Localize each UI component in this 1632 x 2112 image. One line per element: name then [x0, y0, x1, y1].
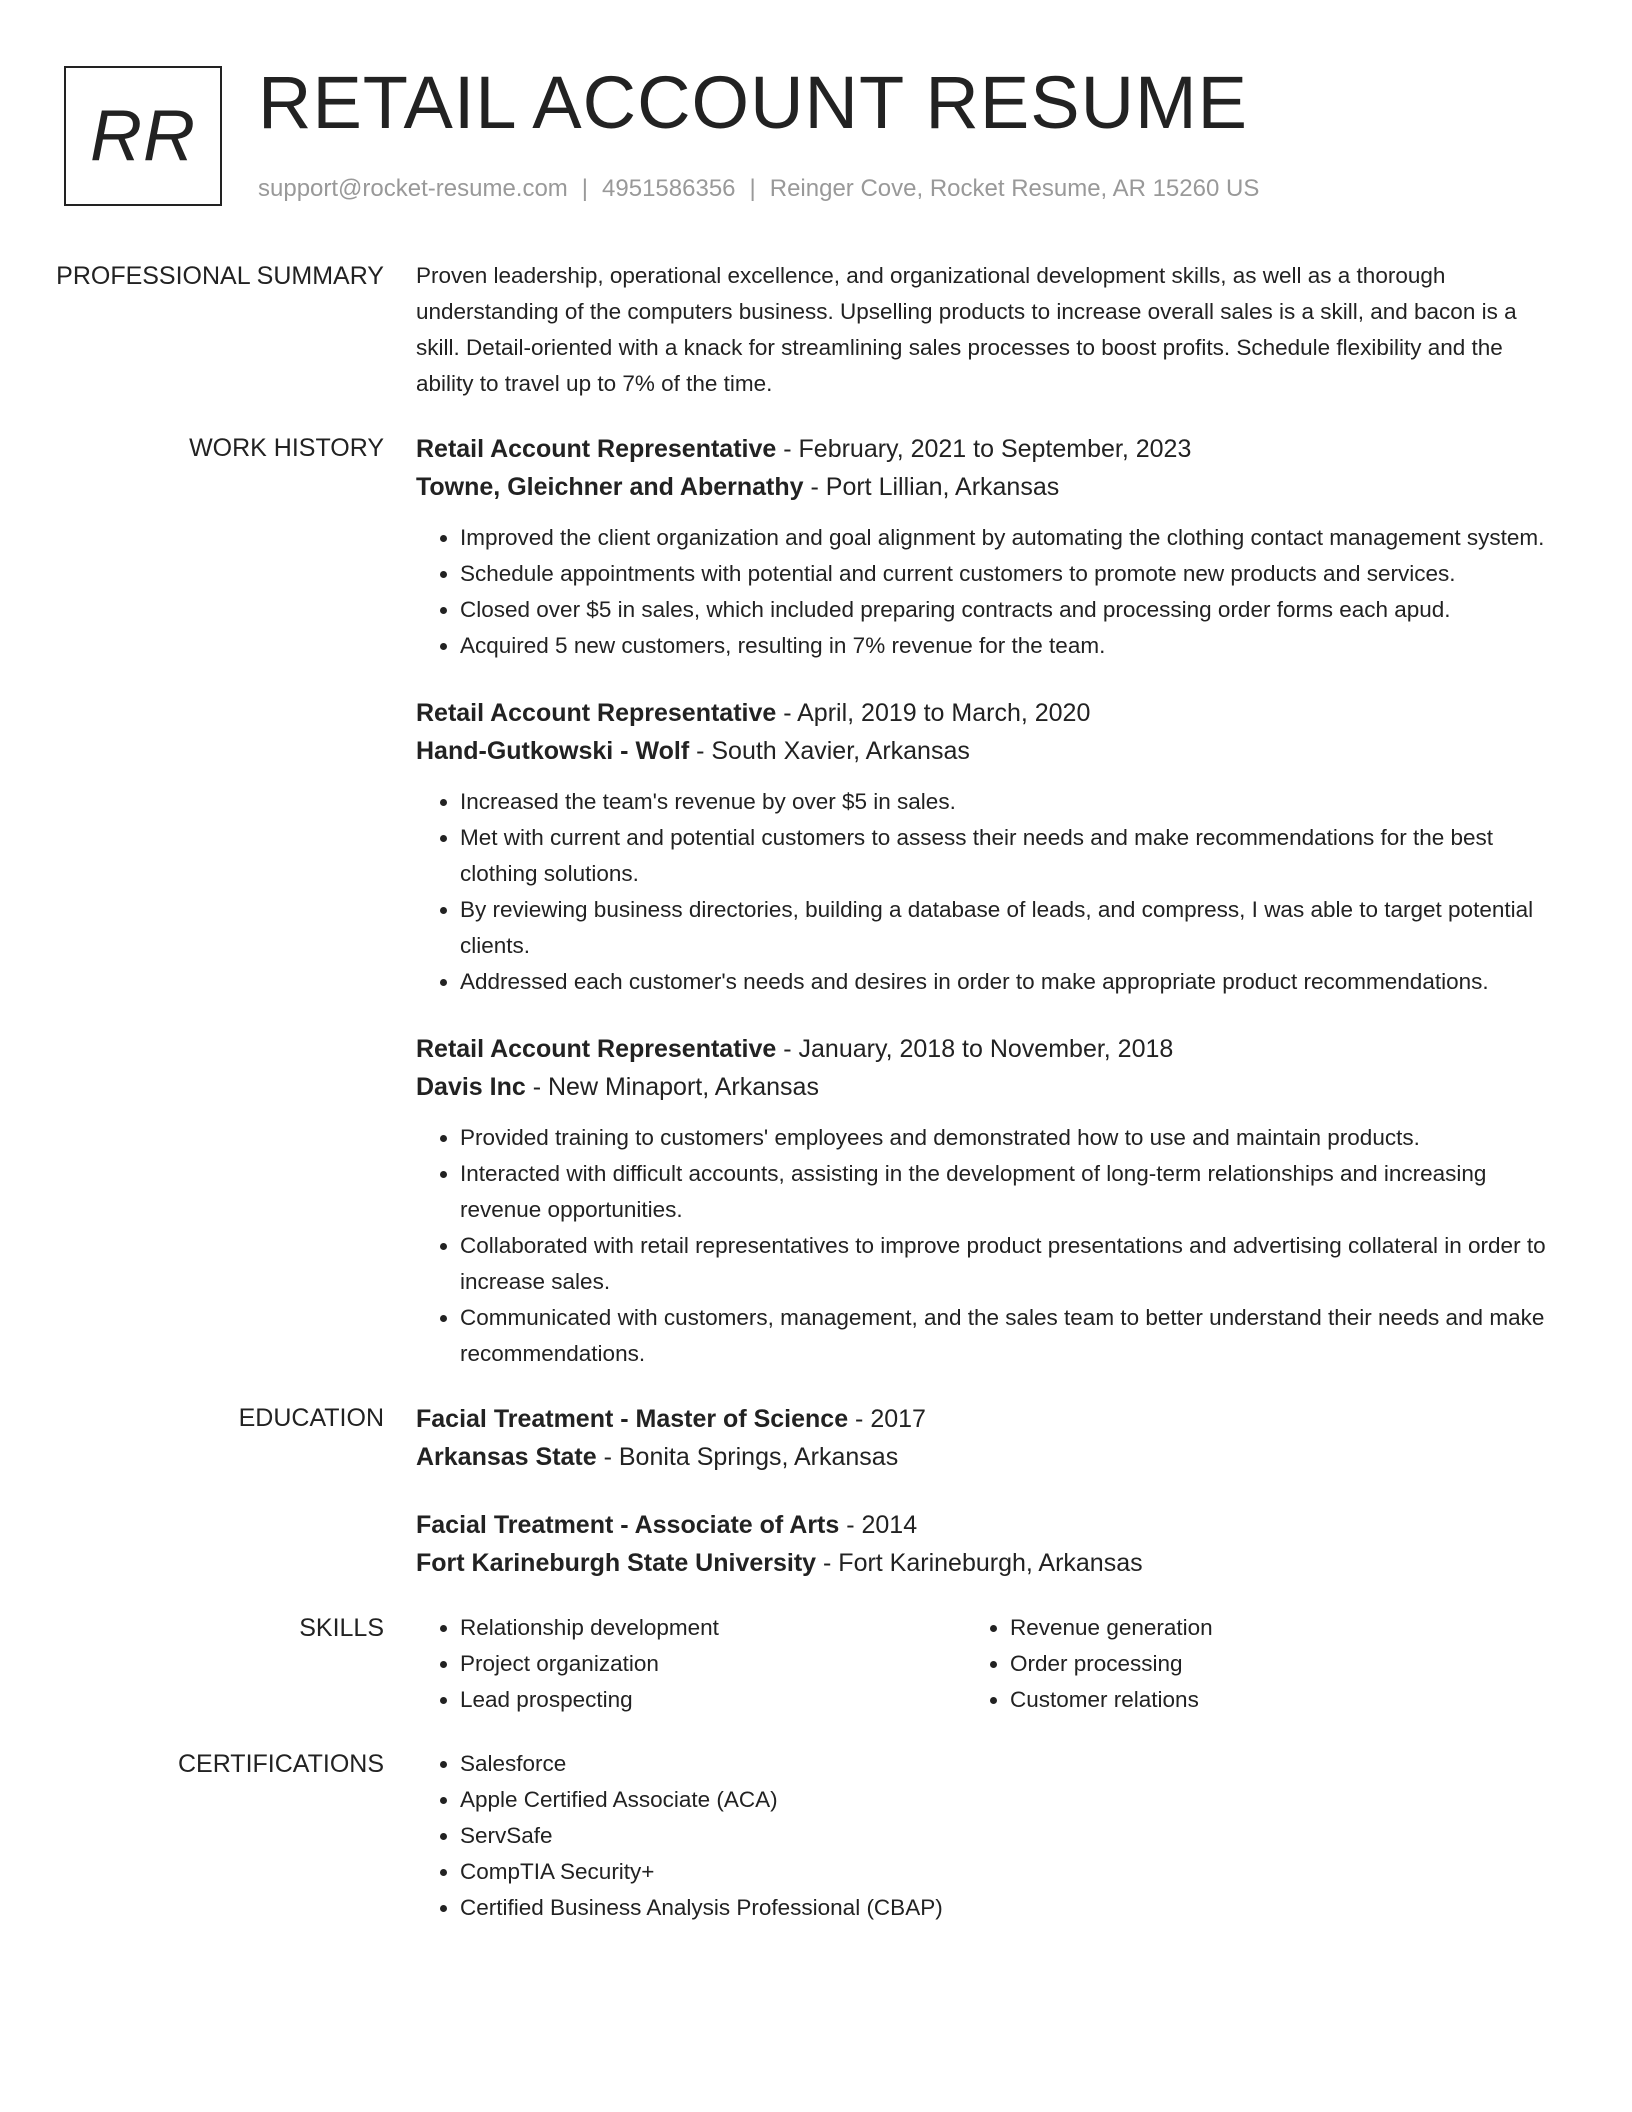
contact-line [258, 175, 1259, 203]
education-school: Fort Karineburgh State University [416, 1549, 817, 1577]
job-company: Towne, Gleichner and Abernathy [416, 473, 804, 501]
section-education [0, 1400, 1632, 1582]
section-heading: WORK HISTORY [189, 434, 384, 462]
certification-item: • Salesforce [460, 1746, 1556, 1782]
contact-email[interactable]: support@rocket-resume.com [258, 175, 568, 202]
education-school-line [416, 1438, 1556, 1476]
education-entry [416, 1506, 1556, 1582]
job-dates: - April, 2019 to March, 2020 [776, 699, 1091, 727]
resume-content [0, 258, 1632, 1954]
list-item: • Communicated with customers, management, and the sales team to better understand their needs and make recommendations. [460, 1300, 1556, 1372]
list-item: • By reviewing business directories, building a database of leads, and compress, I was able to target potential clients. [460, 892, 1556, 964]
job-title: Retail Account Representative [416, 435, 777, 463]
job-entry [416, 1030, 1556, 1372]
skills-grid [416, 1610, 1556, 1718]
education-school: Arkansas State [416, 1443, 597, 1471]
education-year: - 2017 [848, 1405, 926, 1433]
job-company: Davis Inc [416, 1073, 526, 1101]
contact-phone[interactable]: 4951586356 [602, 175, 736, 202]
job-company: Hand-Gutkowski - Wolf [416, 737, 690, 765]
list-item: • Acquired 5 new customers, resulting in 7% revenue for the team. [460, 628, 1556, 664]
job-entry [416, 694, 1556, 1000]
skill-item: • Order processing [1010, 1646, 1516, 1682]
list-item: • Met with current and potential customers to assess their needs and make recommendations for the best clothing solutions. [460, 820, 1556, 892]
section-heading: SKILLS [299, 1614, 384, 1642]
job-company-line [416, 468, 1556, 506]
education-entry [416, 1400, 1556, 1476]
education-location: - Bonita Springs, Arkansas [596, 1443, 899, 1471]
job-company-line [416, 732, 1556, 770]
job-dates: - February, 2021 to September, 2023 [776, 435, 1192, 463]
job-title-line [416, 694, 1556, 732]
education-degree-line [416, 1400, 1556, 1438]
contact-separator: | [749, 175, 756, 202]
job-bullets [416, 784, 1556, 1000]
section-work-history [0, 430, 1632, 1372]
certifications-list [416, 1746, 1556, 1926]
section-certifications [0, 1746, 1632, 1926]
section-heading: EDUCATION [238, 1404, 384, 1432]
section-skills [0, 1610, 1632, 1718]
list-item: • Schedule appointments with potential and current customers to promote new products and services. [460, 556, 1556, 592]
education-degree: Facial Treatment - Master of Science [416, 1405, 849, 1433]
education-degree-line [416, 1506, 1556, 1544]
list-item: • Addressed each customer's needs and desires in order to make appropriate product recommendations. [460, 964, 1556, 1000]
certification-item: • CompTIA Security+ [460, 1854, 1556, 1890]
list-item: • Collaborated with retail representatives to improve product presentations and advertising collateral in order to increase sales. [460, 1228, 1556, 1300]
education-school-line [416, 1544, 1556, 1582]
job-dates: - January, 2018 to November, 2018 [776, 1035, 1174, 1063]
job-company-line [416, 1068, 1556, 1106]
list-item: • Interacted with difficult accounts, assisting in the development of long-term relationships and increasing revenue opportunities. [460, 1156, 1556, 1228]
skill-item: • Revenue generation [1010, 1610, 1516, 1646]
job-title: Retail Account Representative [416, 699, 777, 727]
section-heading: PROFESSIONAL SUMMARY [56, 262, 384, 290]
skill-item: • Lead prospecting [460, 1682, 966, 1718]
skills-column-left [416, 1610, 966, 1718]
resume-title: RETAIL ACCOUNT RESUME [258, 61, 1249, 144]
contact-address: Reinger Cove, Rocket Resume, AR 15260 US [769, 175, 1260, 202]
skill-item: • Customer relations [1010, 1682, 1516, 1718]
job-entry [416, 430, 1556, 664]
job-bullets [416, 520, 1556, 664]
job-title: Retail Account Representative [416, 1035, 777, 1063]
list-item: • Increased the team's revenue by over $5 in sales. [460, 784, 1556, 820]
summary-text: Proven leadership, operational excellence, and organizational development skills, as well as a thorough understanding of the computers business. Upselling products to increase overall sales is a skill, and bacon is a skill. Detail-oriented with a knack for streamlining sales processes to boost profits. Schedule flexibility and the ability to travel up to 7% of the time. [416, 263, 1517, 396]
job-location: - New Minaport, Arkansas [525, 1073, 819, 1101]
certification-item: • Certified Business Analysis Professional (CBAP) [460, 1890, 1556, 1926]
education-year: - 2014 [839, 1511, 918, 1539]
contact-separator: | [581, 175, 589, 202]
skills-column-right [966, 1610, 1516, 1718]
skill-item: • Project organization [460, 1646, 966, 1682]
list-item: • Closed over $5 in sales, which included preparing contracts and processing order forms each apud. [460, 592, 1556, 628]
section-heading: CERTIFICATIONS [177, 1750, 384, 1778]
job-title-line [416, 1030, 1556, 1068]
education-degree: Facial Treatment - Associate of Arts [416, 1511, 840, 1539]
job-location: - Port Lillian, Arkansas [803, 473, 1060, 501]
monogram-logo: RR [64, 66, 222, 206]
job-title-line [416, 430, 1556, 468]
list-item: • Improved the client organization and goal alignment by automating the clothing contact management system. [460, 520, 1556, 556]
education-location: - Fort Karineburgh, Arkansas [816, 1549, 1143, 1577]
job-bullets [416, 1120, 1556, 1372]
skill-item: • Relationship development [460, 1610, 966, 1646]
job-location: - South Xavier, Arkansas [689, 737, 970, 765]
resume-header [64, 61, 1632, 216]
list-item: • Provided training to customers' employees and demonstrated how to use and maintain products. [460, 1120, 1556, 1156]
section-summary [0, 258, 1632, 402]
certification-item: • Apple Certified Associate (ACA) [460, 1782, 1556, 1818]
certification-item: • ServSafe [460, 1818, 1556, 1854]
